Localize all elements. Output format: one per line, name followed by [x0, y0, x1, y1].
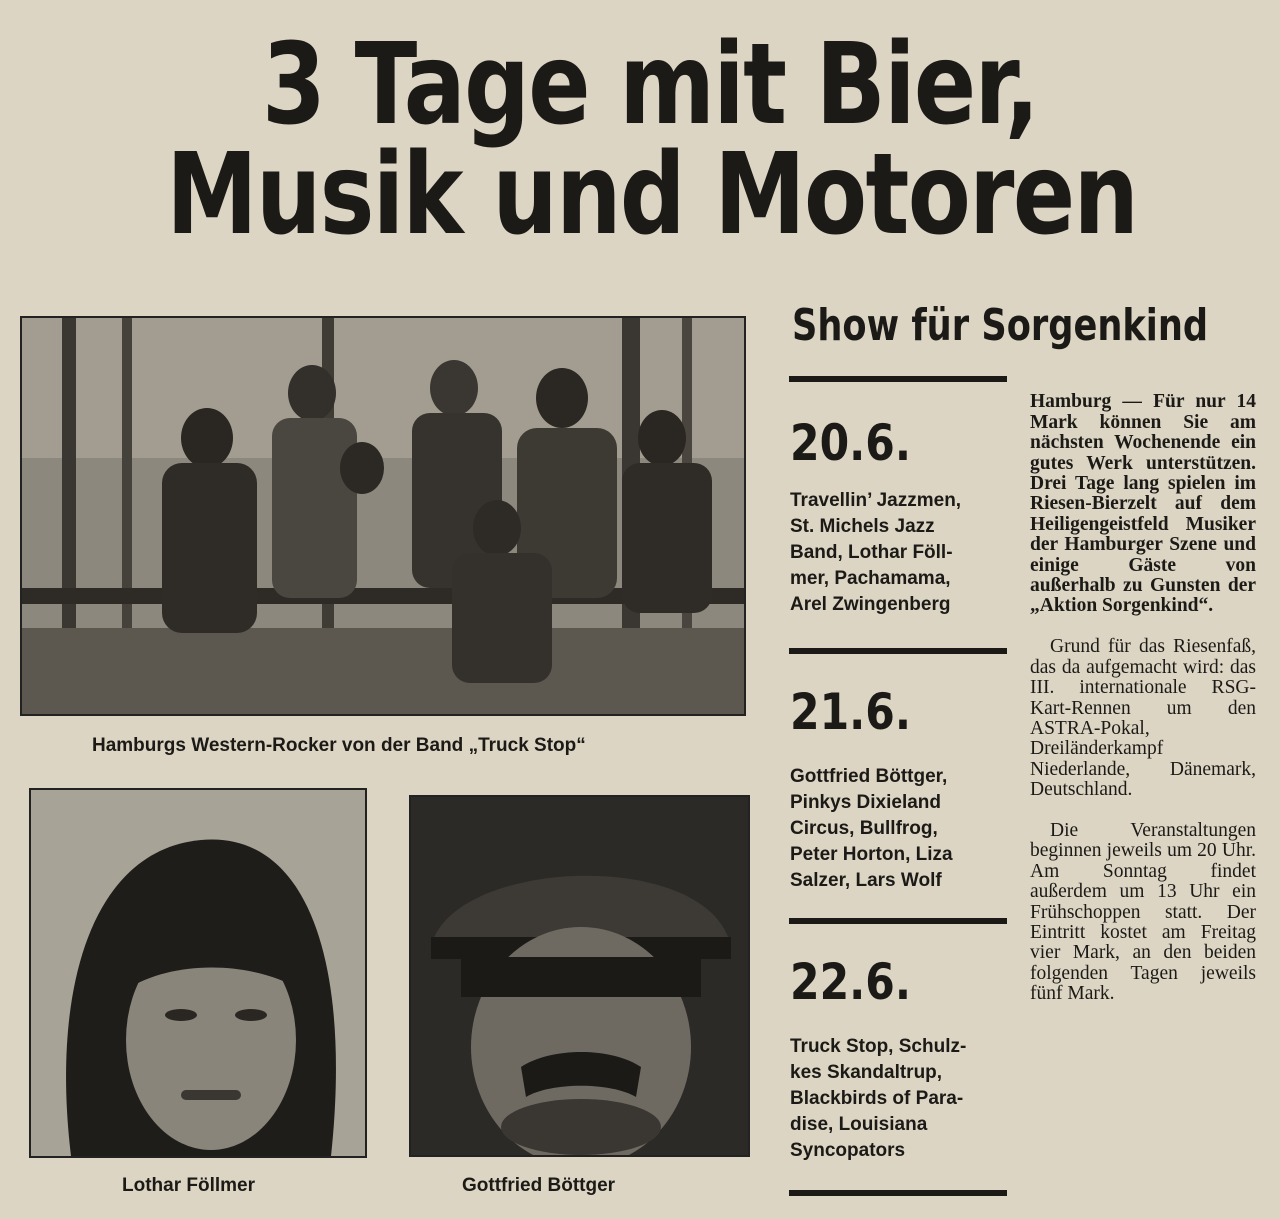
date-2: 21.6.: [790, 683, 912, 741]
rule-4: [789, 1190, 1007, 1196]
portrait-left-image: [31, 790, 365, 1156]
portrait-right-image: [411, 797, 748, 1155]
date-3: 22.6.: [790, 953, 912, 1011]
portrait-left: [29, 788, 367, 1158]
band-photo-caption: Hamburgs Western-Rocker von der Band „Truck Stop“: [92, 735, 586, 756]
date-1: 20.6.: [790, 414, 912, 472]
headline-line-1: 3 Tage mit Bier,: [262, 20, 1038, 150]
band-photo: [20, 316, 746, 716]
article-paragraph-3: Die Veranstaltungen beginnen jeweils um 20 Uhr. Am Sonntag findet außerdem um 13 Uhr ein Frühschoppen statt. Der Eintritt kostet am Freitag vier Mark, an den beiden folgenden Tagen jeweils fünf Mark.: [1030, 819, 1256, 1005]
acts-1: Travellin’ Jazzmen, St. Michels Jazz Band, Lothar Föll- mer, Pachamama, Arel Zwingenberg: [790, 490, 962, 615]
subhead: Show für Sorgenkind: [792, 300, 1209, 351]
headline-line-2: Musik und Motoren: [166, 130, 1138, 260]
band-photo-image: [22, 318, 744, 714]
portrait-right-caption: Gottfried Böttger: [462, 1175, 616, 1196]
acts-3: Truck Stop, Schulz- kes Skandaltrup, Blackbirds of Para- dise, Louisiana Syncopators: [790, 1036, 967, 1161]
article-paragraph-2: Grund für das Riesenfaß, das da aufgemacht wird: das III. internationale RSG-Kart-Rennen um den ASTRA-Pokal, Dreiländerkampf Niederlande, Dänemark, Deutschland.: [1030, 636, 1256, 801]
article: [1030, 372, 1256, 1025]
portrait-left-caption: Lothar Föllmer: [122, 1175, 256, 1196]
rule-2: [789, 648, 1007, 654]
rule-1: [789, 376, 1007, 382]
headline: [166, 20, 1138, 260]
article-lead: Hamburg — Für nur 14 Mark können Sie am nächsten Wochenende ein gutes Werk unterstützen. Drei Tage lang spielen im Riesen-Bierzelt auf dem Heiligengeistfeld Musiker der Hamburger Szene und einige Gäste von außerhalb zu Gunsten der „Aktion Sorgenkind“.: [1030, 391, 1256, 617]
acts-2: Gottfried Böttger, Pinkys Dixieland Circus, Bullfrog, Peter Horton, Liza Salzer, Lars Wolf: [790, 766, 953, 891]
rule-3: [789, 918, 1007, 924]
portrait-right: [409, 795, 750, 1157]
